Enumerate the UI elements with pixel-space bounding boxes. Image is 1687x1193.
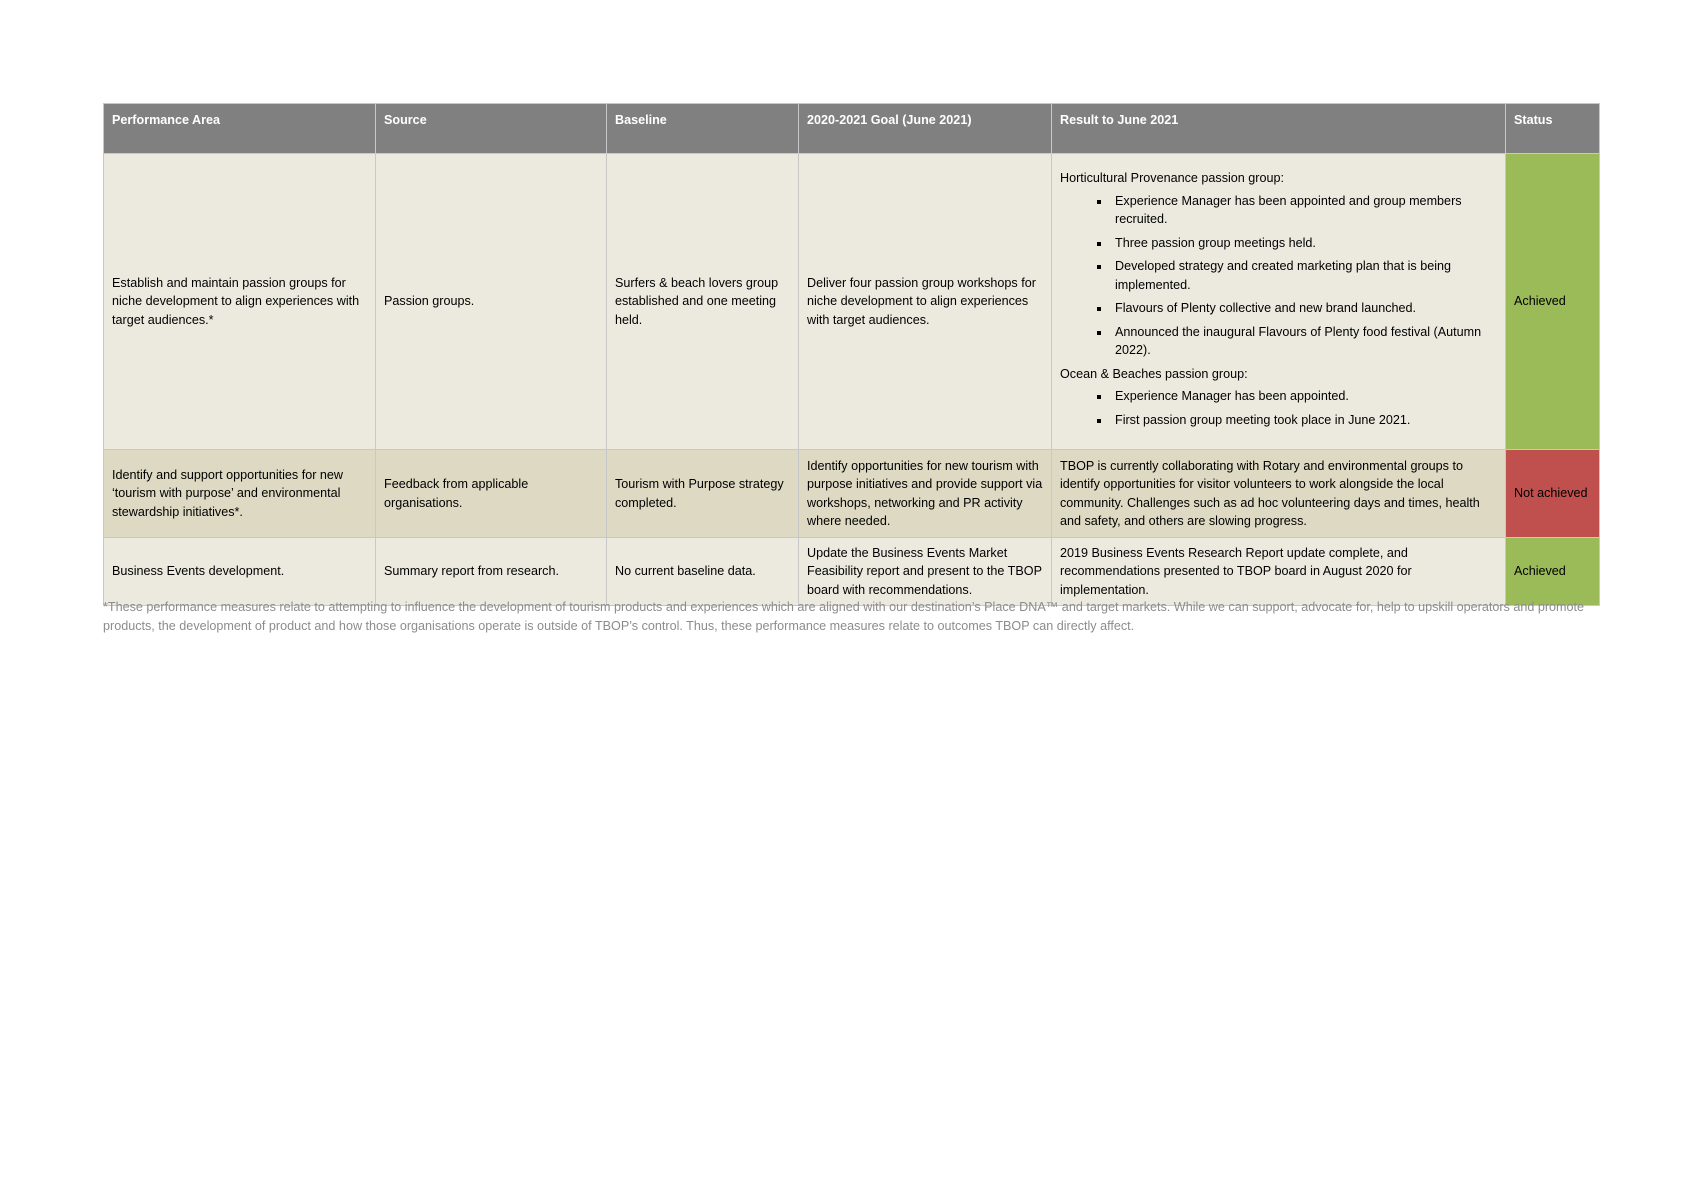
list-item: ▪ First passion group meeting took place in June 2021. — [1111, 411, 1497, 430]
header-source: Source — [376, 104, 607, 154]
cell-baseline: Surfers & beach lovers group established and one meeting held. — [607, 154, 799, 450]
cell-result: 2019 Business Events Research Report update complete, and recommendations presented to TBOP board in August 2020 for implementation. — [1052, 538, 1506, 606]
result-block — [1060, 169, 1497, 429]
table-row — [104, 154, 1600, 450]
cell-performance-area: Establish and maintain passion groups for niche development to align experiences with target audiences.* — [104, 154, 376, 450]
result-group-title: Ocean & Beaches passion group: — [1060, 366, 1248, 381]
header-goal: 2020-2021 Goal (June 2021) — [799, 104, 1052, 154]
cell-performance-area: Business Events development. — [104, 538, 376, 606]
cell-baseline: Tourism with Purpose strategy completed. — [607, 450, 799, 538]
cell-source: Summary report from research. — [376, 538, 607, 606]
cell-goal: Update the Business Events Market Feasibility report and present to the TBOP board with recommendations. — [799, 538, 1052, 606]
footnote: *These performance measures relate to attempting to influence the development of tourism products and experiences which are aligned with our destination’s Place DNA™ and target markets. While we can support, advocate for, help to upskill operators and promote products, the development of product and how those organisations operate is outside of TBOP’s control. Thus, these performance measures relate to outcomes TBOP can directly affect. — [103, 600, 1585, 633]
cell-performance-area: Identify and support opportunities for new ‘tourism with purpose’ and environmental stewardship initiatives*. — [104, 450, 376, 538]
result-group-title: Horticultural Provenance passion group: — [1060, 171, 1285, 185]
status-badge: Achieved — [1506, 538, 1600, 606]
status-badge: Not achieved — [1506, 450, 1600, 538]
list-item: ▪ Experience Manager has been appointed. — [1111, 387, 1497, 406]
cell-source: Feedback from applicable organisations. — [376, 450, 607, 538]
table-header-row — [104, 104, 1600, 154]
list-item: ▪ Announced the inaugural Flavours of Plenty food festival (Autumn 2022). — [1111, 323, 1497, 360]
header-baseline: Baseline — [607, 104, 799, 154]
status-badge: Achieved — [1506, 154, 1600, 450]
header-status: Status — [1506, 104, 1600, 154]
list-item: ▪ Developed strategy and created marketing plan that is being implemented. — [1111, 257, 1497, 294]
header-performance-area: Performance Area — [104, 104, 376, 154]
result-bullet-list — [1060, 192, 1497, 360]
list-item: ▪ Experience Manager has been appointed and group members recruited. — [1111, 192, 1497, 229]
result-bullet-list — [1060, 387, 1497, 429]
cell-result — [1052, 154, 1506, 450]
cell-baseline: No current baseline data. — [607, 538, 799, 606]
table-row — [104, 538, 1600, 606]
performance-table — [103, 103, 1600, 606]
cell-goal: Deliver four passion group workshops for niche development to align experiences with target audiences. — [799, 154, 1052, 450]
list-item: ▪ Flavours of Plenty collective and new brand launched. — [1111, 299, 1497, 318]
cell-result: TBOP is currently collaborating with Rotary and environmental groups to identify opportunities for visitor volunteers to work alongside the local community. Challenges such as ad hoc volunteering days and times, health and safety, and others are slowing progress. — [1052, 450, 1506, 538]
cell-goal: Identify opportunities for new tourism with purpose initiatives and provide support via workshops, networking and PR activity where needed. — [799, 450, 1052, 538]
cell-source: Passion groups. — [376, 154, 607, 450]
table-row — [104, 450, 1600, 538]
list-item: ▪ Three passion group meetings held. — [1111, 234, 1497, 253]
header-result: Result to June 2021 — [1052, 104, 1506, 154]
